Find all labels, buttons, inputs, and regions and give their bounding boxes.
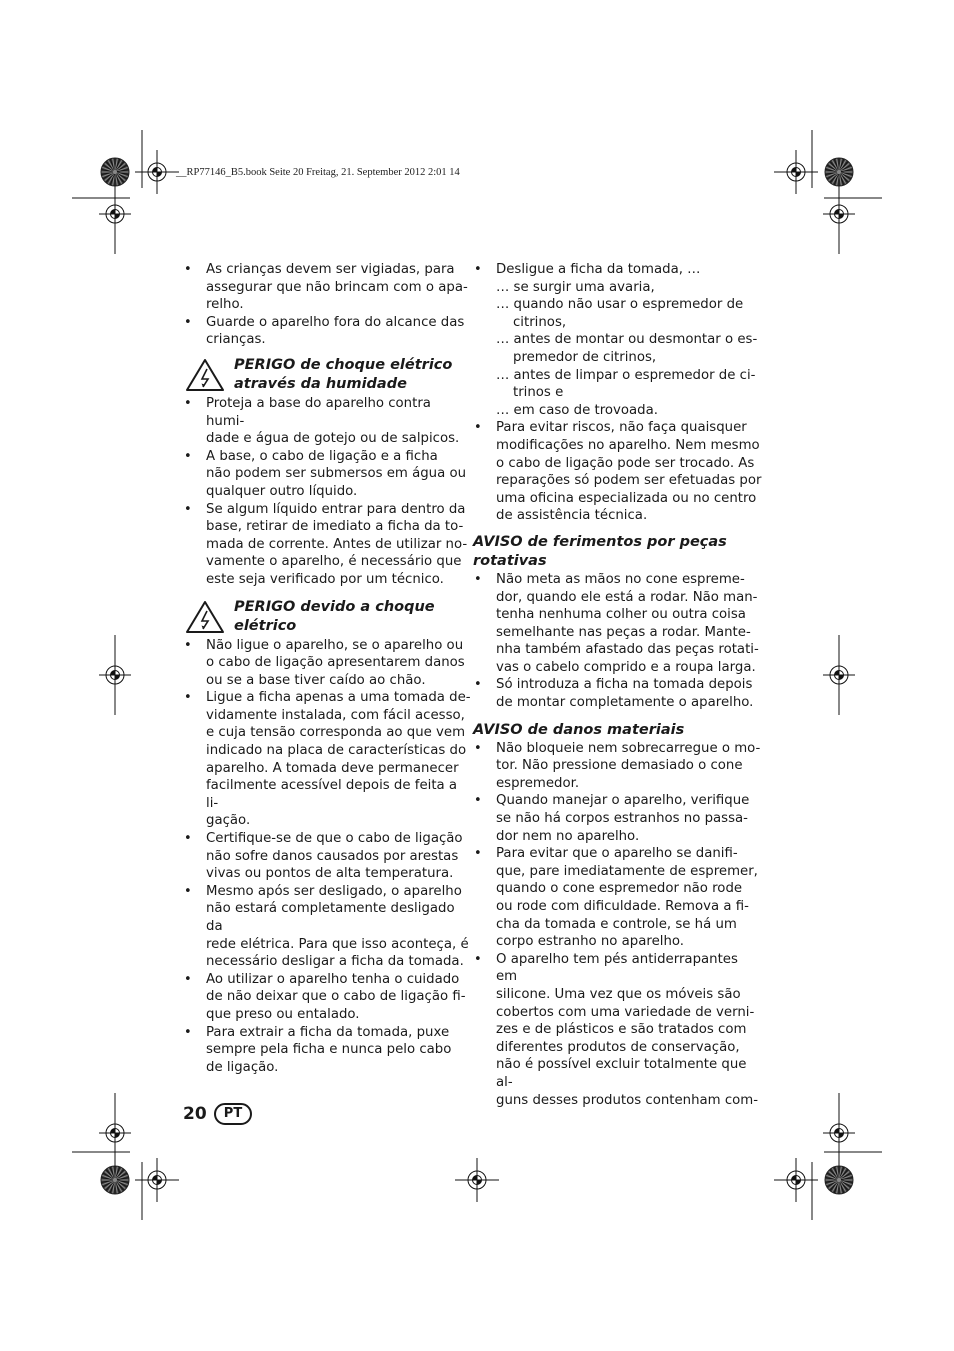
list-item bbox=[473, 261, 763, 419]
text-line: • Para extrair a ficha da tomada, puxe bbox=[206, 1024, 450, 1040]
text-line: PERIGO devido a choque bbox=[234, 598, 435, 615]
list-item bbox=[473, 571, 763, 677]
text-line: indicado na placa de características do bbox=[206, 743, 467, 759]
text-line: de não deixar que o cabo de ligação fi- bbox=[206, 989, 466, 1005]
text-line: o cabo de ligação apresentarem danos bbox=[206, 655, 465, 671]
text-line: quando o cone espremedor não rode bbox=[496, 881, 743, 897]
text-line: … antes de montar ou desmontar o es- bbox=[496, 332, 758, 348]
list-item bbox=[183, 448, 473, 501]
damage-bullet-list bbox=[473, 740, 763, 1109]
text-line: tenha nenhuma colher ou outra coisa bbox=[496, 607, 746, 623]
list-item bbox=[183, 689, 473, 830]
text-line: • O aparelho tem pés antiderrapantes em bbox=[496, 951, 738, 985]
text-line: necessário desligar a ficha da tomada. bbox=[206, 954, 464, 970]
list-item bbox=[473, 419, 763, 525]
text-line: • Não meta as mãos no cone espreme- bbox=[496, 571, 745, 587]
list-item bbox=[183, 501, 473, 589]
text-line: que, pare imediatamente de espremer, bbox=[496, 863, 758, 879]
text-line: premedor de citrinos, bbox=[513, 349, 657, 365]
text-line: silicone. Uma vez que os móveis são bbox=[496, 986, 741, 1002]
text-line: PERIGO de choque elétrico bbox=[234, 356, 453, 373]
warning-triangle-lightning-icon bbox=[185, 600, 225, 634]
text-line: AVISO de ferimentos por peças bbox=[473, 533, 727, 550]
text-line: aparelho. A tomada deve permanecer bbox=[206, 760, 459, 776]
warning-shock-title bbox=[234, 598, 473, 636]
list-item bbox=[183, 395, 473, 448]
text-line: uma oficina especializada ou no centro bbox=[496, 490, 757, 506]
text-line: dade e água de gotejo ou de salpicos. bbox=[206, 431, 460, 447]
text-line: … quando não usar o espremedor de bbox=[496, 297, 744, 313]
list-item bbox=[183, 314, 473, 349]
text-line: • Para evitar que o aparelho se danifi- bbox=[496, 846, 738, 862]
warning-humidity-heading bbox=[183, 356, 473, 394]
text-line: vidamente instalada, com fácil acesso, bbox=[206, 707, 465, 723]
text-line: • Não bloqueie nem sobrecarregue o mo- bbox=[496, 740, 761, 756]
rotating-bullet-list bbox=[473, 571, 763, 712]
text-line: • Não ligue o aparelho, se o aparelho ou bbox=[206, 637, 464, 653]
humidity-bullet-list bbox=[183, 395, 473, 589]
list-item bbox=[473, 845, 763, 951]
list-item bbox=[183, 830, 473, 883]
text-line: • Certifique-se de que o cabo de ligação bbox=[206, 831, 463, 847]
text-line: trinos e bbox=[513, 385, 564, 401]
text-line: gação. bbox=[206, 813, 251, 829]
text-line: diferentes produtos de conservação, bbox=[496, 1039, 740, 1055]
unplug-intro: • Desligue a ficha da tomada, … bbox=[496, 262, 701, 277]
text-line: qualquer outro líquido. bbox=[206, 483, 358, 499]
text-line: ou se a base tiver caído ao chão. bbox=[206, 672, 426, 688]
registration-crosshair-icon bbox=[823, 1093, 855, 1173]
shock-bullet-list bbox=[183, 637, 473, 1077]
text-line: através da humidade bbox=[234, 375, 407, 392]
text-line: reparações só podem ser efetuadas por bbox=[496, 473, 762, 489]
text-line: vas o cabelo comprido e a roupa larga. bbox=[496, 659, 756, 675]
text-line: corpo estranho no aparelho. bbox=[496, 934, 685, 950]
registration-crosshair-icon bbox=[774, 1158, 818, 1202]
text-line: mada de corrente. Antes de utilizar no- bbox=[206, 536, 468, 552]
text-line: se não há corpos estranhos no passa- bbox=[496, 811, 748, 827]
text-line: rotativas bbox=[473, 552, 547, 569]
text-line: crianças. bbox=[206, 332, 266, 348]
list-item bbox=[183, 261, 473, 314]
text-line: e cuja tensão corresponda ao que vem bbox=[206, 725, 466, 741]
list-item bbox=[473, 740, 763, 793]
warning-triangle-lightning-icon bbox=[185, 358, 225, 392]
text-line: não podem ser submersos em água ou bbox=[206, 466, 467, 482]
text-line: semelhante nas peças a rodar. Mante- bbox=[496, 624, 751, 640]
list-item bbox=[473, 676, 763, 711]
text-line: cobertos com uma variedade de verni- bbox=[496, 1004, 755, 1020]
text-line: não estará completamente desligado da bbox=[206, 901, 455, 934]
language-badge: PT bbox=[214, 1103, 252, 1125]
text-line: dor, quando ele está a rodar. Não man- bbox=[496, 589, 758, 605]
text-line: tor. Não pressione demasiado o cone bbox=[496, 758, 743, 774]
registration-crosshair-icon bbox=[774, 150, 818, 194]
text-line: sempre pela ficha e nunca pelo cabo bbox=[206, 1042, 452, 1058]
text-line: nha também afastado das peças rotati- bbox=[496, 642, 759, 658]
rotating-parts-heading bbox=[473, 533, 763, 571]
intro-bullet-list bbox=[183, 261, 473, 349]
text-line: • Ao utilizar o aparelho tenha o cuidado bbox=[206, 971, 460, 987]
text-line: de assistência técnica. bbox=[496, 508, 648, 524]
text-line: elétrico bbox=[234, 617, 297, 634]
text-line: guns desses produtos contenham com- bbox=[496, 1092, 759, 1108]
text-line: zes e de plásticos e são tratados com bbox=[496, 1022, 747, 1038]
right-column bbox=[473, 261, 763, 1109]
list-item bbox=[183, 971, 473, 1024]
text-line: ou rode com dificuldade. Remova a fi- bbox=[496, 899, 749, 914]
text-line: facilmente acessível depois de feita a li- bbox=[206, 778, 458, 811]
list-item bbox=[183, 883, 473, 971]
unplug-bullet-list bbox=[473, 261, 763, 525]
text-line: espremedor. bbox=[496, 775, 580, 791]
text-line: o cabo de ligação pode ser trocado. As bbox=[496, 455, 755, 471]
text-line: vivas ou pontos de alta temperatura. bbox=[206, 866, 454, 882]
text-line: não é possível excluir totalmente que al- bbox=[496, 1057, 747, 1090]
text-line: modificações no aparelho. Nem mesmo bbox=[496, 437, 760, 453]
text-line: citrinos, bbox=[513, 314, 567, 330]
text-line: cha da tomada e controle, se há um bbox=[496, 916, 737, 932]
warning-humidity-title bbox=[234, 356, 473, 394]
registration-crosshair-icon bbox=[99, 1093, 131, 1173]
print-header-line: __RP77146_B5.book Seite 20 Freitag, 21. September 2012 2:01 14 bbox=[176, 167, 460, 178]
text-line: • Se algum líquido entrar para dentro da bbox=[206, 501, 466, 517]
material-damage-heading bbox=[473, 721, 763, 740]
text-line: • Para evitar riscos, não faça quaisquer bbox=[496, 420, 747, 436]
text-line: não sofre danos causados por arestas bbox=[206, 848, 459, 864]
text-line: AVISO de danos materiais bbox=[473, 721, 685, 738]
text-line: relho. bbox=[206, 297, 244, 313]
text-line: … antes de limpar o espremedor de ci- bbox=[496, 367, 756, 383]
text-line: vamente o aparelho, é necessário que bbox=[206, 554, 462, 570]
registration-crosshair-icon bbox=[823, 635, 855, 715]
text-line: • Proteja a base do aparelho contra humi- bbox=[206, 395, 431, 429]
registration-crosshair-icon bbox=[99, 174, 131, 254]
text-line: … em caso de trovoada. bbox=[496, 402, 658, 418]
left-column bbox=[183, 261, 473, 1076]
list-item bbox=[183, 637, 473, 690]
text-line: dor nem no aparelho. bbox=[496, 828, 640, 844]
registration-crosshair-icon bbox=[823, 174, 855, 254]
text-line: … se surgir uma avaria, bbox=[496, 279, 655, 295]
page-number: 20 bbox=[183, 1104, 207, 1124]
text-line: base, retirar de imediato a ficha da to- bbox=[206, 519, 464, 535]
text-line: de ligação. bbox=[206, 1059, 279, 1075]
text-line: • Só introduza a ficha na tomada depois bbox=[496, 677, 753, 693]
text-line: que preso ou entalado. bbox=[206, 1006, 360, 1022]
text-line: este seja verificado por um técnico. bbox=[206, 571, 444, 587]
list-item bbox=[183, 1024, 473, 1077]
unplug-conditions bbox=[496, 279, 763, 420]
text-line: • Ligue a ficha apenas a uma tomada de- bbox=[206, 690, 471, 706]
text-line: • Quando manejar o aparelho, verifique bbox=[496, 793, 750, 809]
text-line: assegurar que não brincam com o apa- bbox=[206, 279, 468, 295]
registration-crosshair-icon bbox=[455, 1158, 499, 1202]
list-item bbox=[473, 951, 763, 1109]
registration-crosshair-icon bbox=[99, 635, 131, 715]
text-line: • As crianças devem ser vigiadas, para bbox=[206, 262, 455, 277]
text-line: • A base, o cabo de ligação e a ficha bbox=[206, 448, 438, 464]
text-line: rede elétrica. Para que isso aconteça, é bbox=[206, 936, 469, 952]
warning-shock-heading bbox=[183, 598, 473, 636]
list-item bbox=[473, 792, 763, 845]
text-line: de montar completamente o aparelho. bbox=[496, 695, 754, 711]
text-line: • Guarde o aparelho fora do alcance das bbox=[206, 314, 465, 330]
text-line: • Mesmo após ser desligado, o aparelho bbox=[206, 883, 462, 899]
